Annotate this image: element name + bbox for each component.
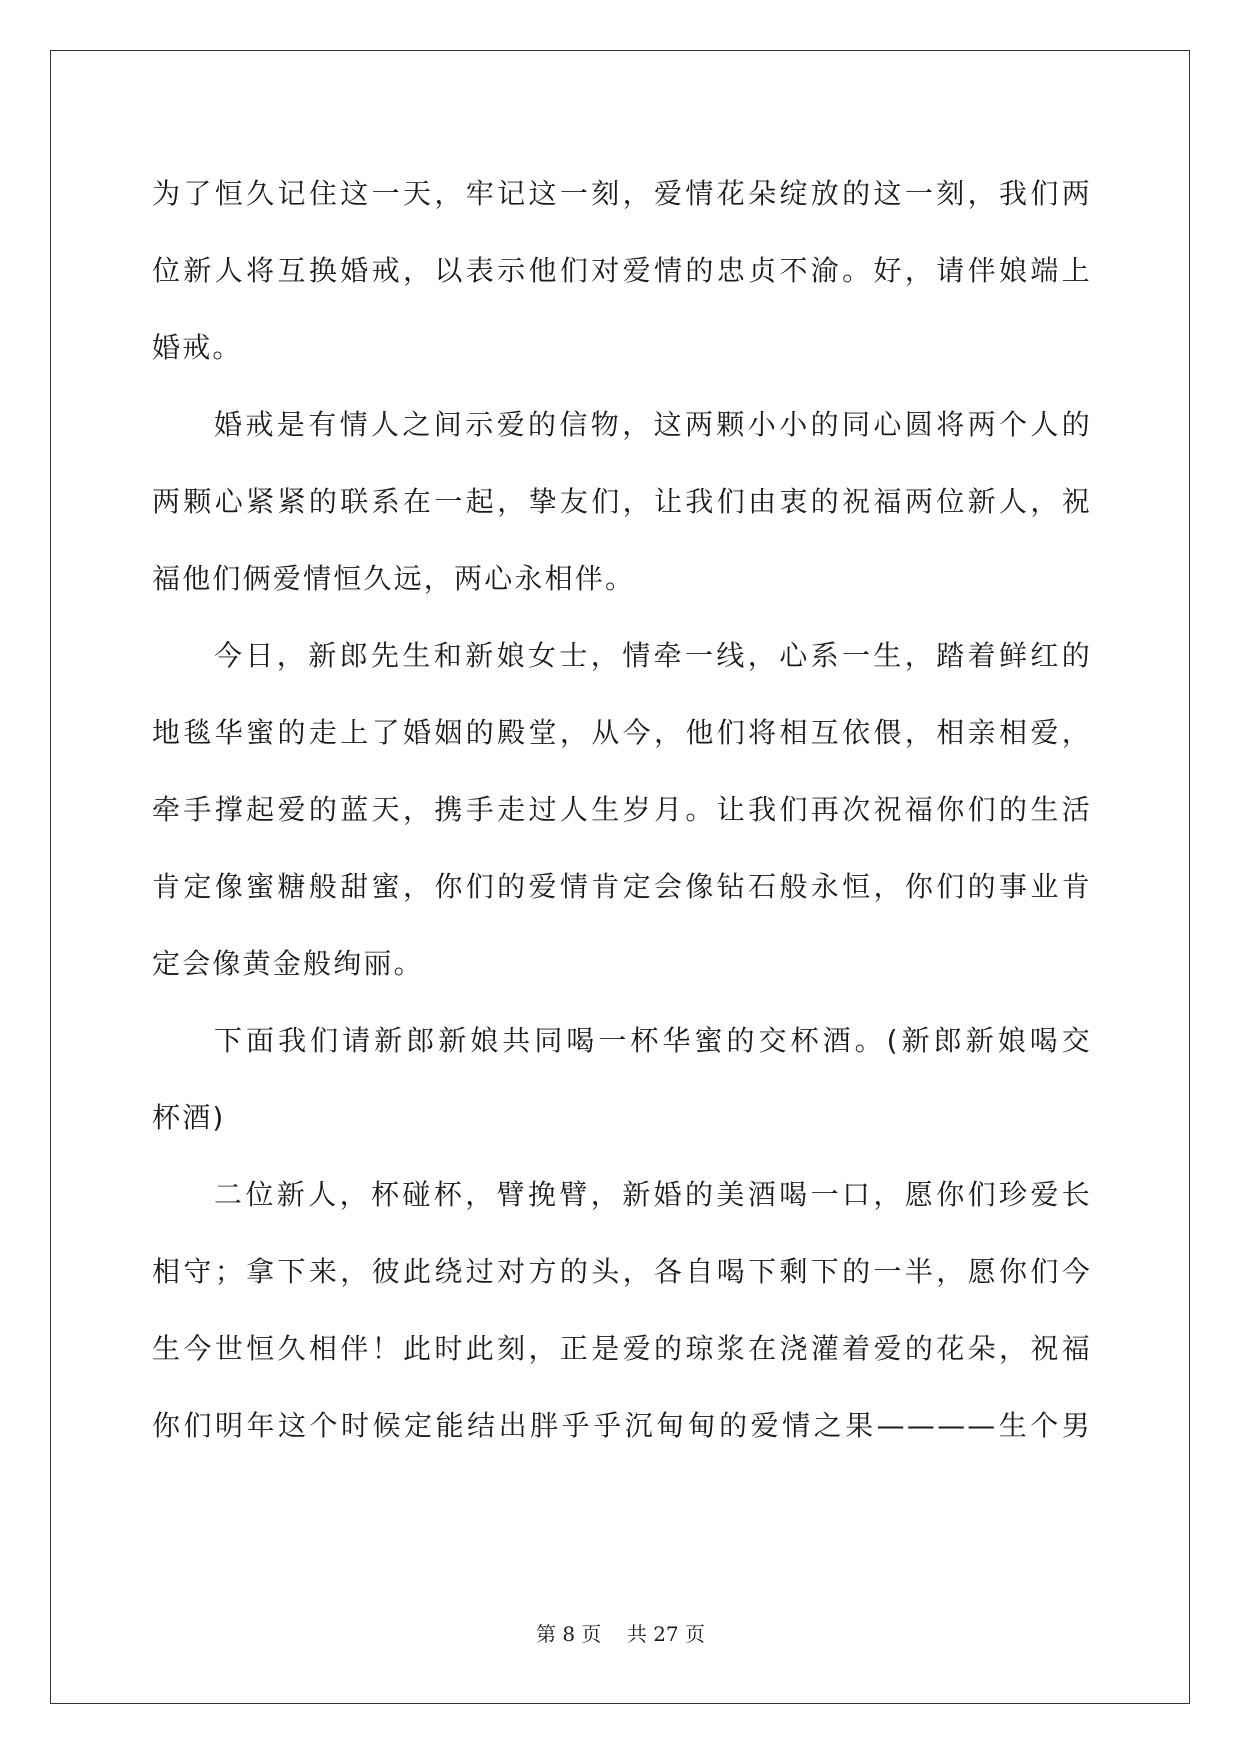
text-line: 二位新人，杯碰杯，臂挽臂，新婚的美酒喝一口，愿你们珍爱长 <box>214 1178 1092 1211</box>
text-line: 婚戒。 <box>152 331 243 364</box>
text-line: 福他们俩爱情恒久远，两心永相伴。 <box>152 562 636 595</box>
text-line: 位新人将互换婚戒，以表示他们对爱情的忠贞不渝。好，请伴娘端上 <box>152 254 1092 287</box>
page-footer <box>0 1618 1241 1647</box>
document-body <box>152 155 1092 1464</box>
text-line: 两颗心紧紧的联系在一起，挚友们，让我们由衷的祝福两位新人，祝 <box>152 485 1092 518</box>
text-line: 杯酒) <box>152 1101 226 1134</box>
text-line: 肯定像蜜糖般甜蜜，你们的爱情肯定会像钻石般永恒，你们的事业肯 <box>152 870 1092 903</box>
text-line: 今日，新郎先生和新娘女士，情牵一线，心系一生，踏着鲜红的 <box>214 639 1092 672</box>
page-number: 第 8 页 共 27 页 <box>535 1622 706 1646</box>
text-line: 婚戒是有情人之间示爱的信物，这两颗小小的同心圆将两个人的 <box>214 408 1092 441</box>
text-line: 定会像黄金般绚丽。 <box>152 947 424 980</box>
text-line: 生今世恒久相伴！此时此刻，正是爱的琼浆在浇灌着爱的花朵，祝福 <box>152 1332 1092 1365</box>
text-line: 为了恒久记住这一天，牢记这一刻，爱情花朵绽放的这一刻，我们两 <box>152 177 1092 210</box>
text-line: 相守；拿下来，彼此绕过对方的头，各自喝下剩下的一半，愿你们今 <box>152 1255 1092 1288</box>
text-line: 你们明年这个时候定能结出胖乎乎沉甸甸的爱情之果————生个男 <box>152 1409 1092 1442</box>
text-line: 下面我们请新郎新娘共同喝一杯华蜜的交杯酒。(新郎新娘喝交 <box>214 1024 1092 1057</box>
text-line: 牵手撑起爱的蓝天，携手走过人生岁月。让我们再次祝福你们的生活 <box>152 793 1092 826</box>
text-line: 地毯华蜜的走上了婚姻的殿堂，从今，他们将相互依偎，相亲相爱， <box>152 716 1092 749</box>
